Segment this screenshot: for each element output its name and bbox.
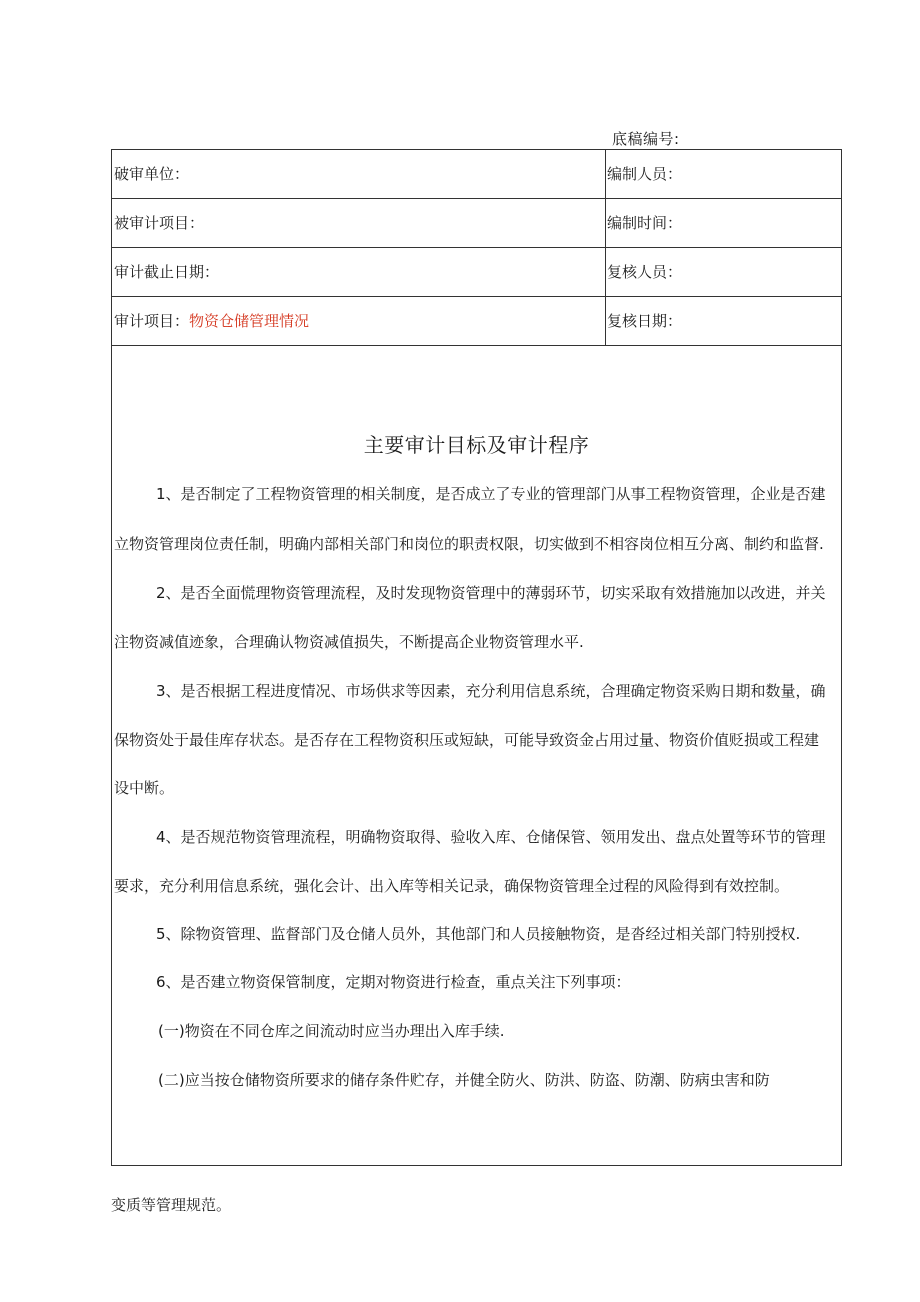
body-line: 5、除物资管理、监督部门及仓储人员外，其他部门和人员接触物资，是沓经过相关部门特别授权. [156,925,801,943]
continuation-text: 变质等管理规范。 [111,1196,232,1214]
review-date-cell [607,297,841,345]
body-line: 4、是否规范物资管理流程，明确物资取得、验收入库、仓储保管、领用发出、盘点处置等环节的管理 [156,828,826,846]
audited-project-cell [112,199,606,247]
header-row-cutoff-date [112,248,841,297]
audited-project-label: 被审计项目： [114,214,205,232]
body-line: 6、是否建立物资保管制度，定期对物资进行检查，重点关注下列事项： [156,973,631,991]
reviewer-cell [607,248,841,296]
audited-unit-cell [112,150,606,198]
doc-number-label: 底稿编号: [612,130,680,148]
preparer-cell [607,150,841,198]
review-date-label: 复核日期： [607,312,683,330]
body-line: 立物资管理岗位责任制，明确内部相关部门和岗位的职责权限，切实做到不相容岗位相互分离、制约和监督. [114,535,824,553]
audited-unit-label: 破审单位： [114,165,190,183]
body-line: 要求，充分利用信息系统，强化会计、出入库等相关记录，确保物资管理全过程的风险得到有效控制。 [114,877,790,895]
audit-form-table [111,149,842,1166]
body-line: 设中断。 [114,779,175,797]
cutoff-date-cell [112,248,606,296]
audit-item-value: 物资仓储管理情况 [189,312,310,330]
body-line: (一)物资在不同仓库之间流动时应当办理出入库手续. [158,1022,505,1040]
audit-item-label: 审计项目： [114,312,190,330]
prepared-time-cell [607,199,841,247]
reviewer-label: 复核人员： [607,263,683,281]
prepared-time-label: 编制时间： [607,214,683,232]
header-row-audited-unit [112,150,841,199]
body-line: 2、是否全面慌理物资管理流程，及时发现物资管理中的薄弱环节，切实采取有效措施加以改进，并关 [156,584,826,602]
preparer-label: 编制人员： [607,165,683,183]
body-line: (二)应当按仓储物资所要求的储存条件贮存，并健全防火、防洪、防盗、防潮、防病虫害和防 [158,1071,770,1089]
cutoff-date-label: 审计截止日期： [114,263,220,281]
section-title: 主要审计目标及审计程序 [363,433,590,457]
body-line: 保物资处于最佳库存状态。是否存在工程物资积压或短缺，可能导致资金占用过量、物资价值贬损或工程建 [114,731,820,749]
body-line: 1、是否制定了工程物资管理的相关制度，是否成立了专业的管理部门从事工程物资管理，企业是否建 [156,485,826,503]
header-row-audited-project [112,199,841,248]
body-line: 3、是否根据工程进度情况、市场供求等因素，充分利用信息系统，合理确定物资采购日期和数量，确 [156,682,826,700]
audit-item-cell [112,297,606,345]
body-line: 注物资减值迹象，合理确认物资减值损失，不断提高企业物资管理水平. [114,633,584,651]
header-row-audit-item [112,297,841,346]
